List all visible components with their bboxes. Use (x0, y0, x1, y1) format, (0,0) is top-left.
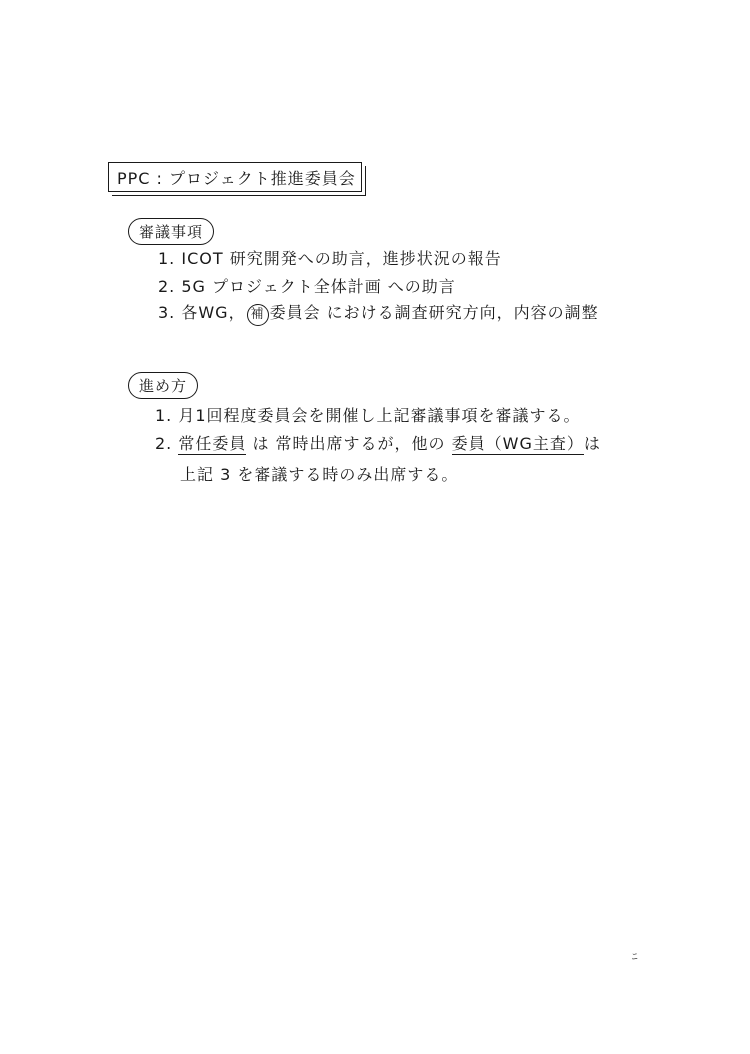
underlined-term-standing-members: 常任委員 (178, 434, 247, 453)
agenda-item-2: 2. 5G プロジェクト全体計画 への助言 (158, 277, 456, 296)
method-item-2 (155, 431, 601, 454)
circled-character: 補 (247, 304, 269, 326)
corner-mark: ﾆ (632, 950, 638, 963)
agenda-item-1: 1. ICOT 研究開発への助言，進捗状況の報告 (158, 249, 502, 268)
method-item-2-middle: は 常時出席するが，他の (246, 434, 452, 453)
method-item-1: 1. 月1回程度委員会を開催し上記審議事項を審議する。 (155, 406, 581, 425)
agenda-heading: 審議事項 (128, 218, 214, 245)
page-title-text: PPC : プロジェクト推進委員会 (117, 168, 356, 188)
agenda-item-3 (158, 300, 599, 326)
method-heading: 進め方 (128, 372, 198, 399)
underlined-term-members: 委員（WG主査） (451, 434, 584, 453)
method-item-2-prefix: 2. (155, 434, 179, 453)
page-title (108, 162, 362, 192)
agenda-item-3-text: 委員会 における調査研究方向，内容の調整 (269, 303, 599, 322)
agenda-item-3-prefix: 3. 各WG， (158, 303, 246, 322)
method-item-2-suffix: は (583, 434, 601, 453)
method-item-2-continuation: 上記 3 を審議する時のみ出席する。 (180, 465, 459, 484)
